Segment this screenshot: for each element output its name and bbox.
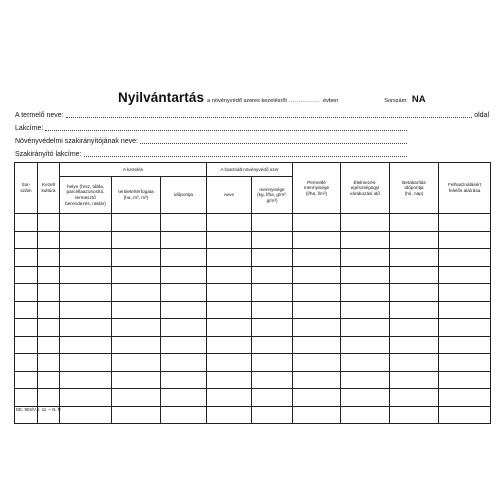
header-crop: Kezelt kultúra	[38, 163, 60, 214]
table-cell[interactable]	[439, 389, 491, 407]
table-cell[interactable]	[15, 371, 38, 389]
table-cell[interactable]	[390, 336, 439, 354]
table-cell[interactable]	[390, 266, 439, 284]
table-row	[15, 371, 491, 389]
table-cell[interactable]	[252, 231, 293, 249]
table-cell[interactable]	[252, 336, 293, 354]
table-cell[interactable]	[341, 319, 390, 337]
header-line	[118, 90, 498, 110]
table-cell[interactable]	[15, 301, 38, 319]
table-cell[interactable]	[252, 319, 293, 337]
table-cell[interactable]	[293, 354, 341, 372]
header-location: helye (hrsz, tábla, parcellaazonosító, termesztő berendezés, raktár)	[60, 177, 112, 214]
table-cell[interactable]	[341, 214, 390, 232]
header-serial: Sor- szám	[15, 163, 38, 214]
page-suffix: oldal	[474, 112, 489, 119]
table-cell[interactable]	[293, 214, 341, 232]
table-row	[15, 284, 491, 302]
table-cell[interactable]	[38, 214, 60, 232]
table-cell[interactable]	[439, 249, 491, 267]
table-cell[interactable]	[341, 266, 390, 284]
table-cell[interactable]	[112, 266, 161, 284]
table-cell[interactable]	[15, 319, 38, 337]
table-cell[interactable]	[293, 319, 341, 337]
table-cell[interactable]	[161, 249, 207, 267]
table-cell[interactable]	[439, 336, 491, 354]
table-cell[interactable]	[38, 284, 60, 302]
table-cell[interactable]	[15, 354, 38, 372]
producer-name-field[interactable]	[15, 110, 489, 119]
header-treatment-group: A kezelés	[60, 163, 207, 177]
table-cell[interactable]	[439, 319, 491, 337]
table-cell[interactable]	[252, 371, 293, 389]
table-cell[interactable]	[252, 389, 293, 407]
table-cell[interactable]	[60, 231, 112, 249]
table-cell[interactable]	[439, 284, 491, 302]
table-cell[interactable]	[390, 406, 439, 424]
table-cell[interactable]	[252, 354, 293, 372]
table-cell[interactable]	[293, 406, 341, 424]
table-cell[interactable]	[161, 231, 207, 249]
table-cell[interactable]	[293, 301, 341, 319]
document-title: Nyilvántartás	[118, 90, 205, 105]
table-cell[interactable]	[341, 406, 390, 424]
table-cell[interactable]	[60, 354, 112, 372]
table-cell[interactable]	[38, 354, 60, 372]
header-waiting-period: Élelmezés- egészségügyi várakozási idő	[341, 163, 390, 214]
table-row	[15, 231, 491, 249]
address-label: Lakcíme:	[15, 125, 44, 132]
table-cell[interactable]	[15, 266, 38, 284]
table-cell[interactable]	[15, 231, 38, 249]
table-cell[interactable]	[161, 336, 207, 354]
table-row	[15, 249, 491, 267]
table-cell[interactable]	[38, 371, 60, 389]
table-cell[interactable]	[252, 214, 293, 232]
table-cell[interactable]	[207, 389, 252, 407]
advisor-name-blank[interactable]	[140, 142, 407, 144]
table-cell[interactable]	[293, 249, 341, 267]
table-cell[interactable]	[390, 284, 439, 302]
table-cell[interactable]	[341, 354, 390, 372]
table-cell[interactable]	[60, 406, 112, 424]
table-cell[interactable]	[207, 301, 252, 319]
table-cell[interactable]	[38, 389, 60, 407]
table-cell[interactable]	[439, 214, 491, 232]
address-field[interactable]	[15, 123, 409, 132]
table-cell[interactable]	[207, 231, 252, 249]
header-area: területe/térfogata (ha, m², m³)	[112, 177, 161, 214]
table-cell[interactable]	[161, 284, 207, 302]
table-cell[interactable]	[112, 249, 161, 267]
table-cell[interactable]	[207, 284, 252, 302]
table-row	[15, 266, 491, 284]
table-cell[interactable]	[390, 354, 439, 372]
table-cell[interactable]	[293, 389, 341, 407]
table-cell[interactable]	[60, 214, 112, 232]
table-cell[interactable]	[112, 406, 161, 424]
table-cell[interactable]	[112, 389, 161, 407]
table-cell[interactable]	[161, 389, 207, 407]
table-cell[interactable]	[390, 371, 439, 389]
header-pesticide-name: neve	[207, 177, 252, 214]
table-cell[interactable]	[207, 319, 252, 337]
table-cell[interactable]	[38, 301, 60, 319]
table-cell[interactable]	[112, 301, 161, 319]
table-cell[interactable]	[252, 249, 293, 267]
form-code: DE. 904/V. r. sz. – N. P.	[16, 407, 62, 412]
table-cell[interactable]	[60, 284, 112, 302]
table-cell[interactable]	[161, 266, 207, 284]
table-cell[interactable]	[161, 406, 207, 424]
header-date: időpontja	[161, 177, 207, 214]
table-cell[interactable]	[161, 214, 207, 232]
table-row	[15, 406, 491, 424]
table-cell[interactable]	[207, 371, 252, 389]
table-cell[interactable]	[60, 336, 112, 354]
table-cell[interactable]	[38, 266, 60, 284]
header-pesticide-amount: mennyisége (kg, l/ha, g/m², g/m³)	[252, 177, 293, 214]
table-cell[interactable]	[293, 336, 341, 354]
table-cell[interactable]	[15, 249, 38, 267]
producer-name-blank[interactable]	[66, 116, 473, 118]
year-suffix: évben	[322, 98, 339, 104]
table-row	[15, 354, 491, 372]
table-cell[interactable]	[207, 266, 252, 284]
table-cell[interactable]	[161, 371, 207, 389]
table-cell[interactable]	[161, 319, 207, 337]
table-row	[15, 389, 491, 407]
table-cell[interactable]	[38, 249, 60, 267]
table-row	[15, 319, 491, 337]
table-cell[interactable]	[390, 319, 439, 337]
table-cell[interactable]	[439, 354, 491, 372]
table-cell[interactable]	[252, 406, 293, 424]
table-cell[interactable]	[390, 214, 439, 232]
table-row	[15, 214, 491, 232]
table-cell[interactable]	[439, 231, 491, 249]
table-cell[interactable]	[15, 389, 38, 407]
advisor-name-label: Növényvédelmi szakirányítójának neve:	[15, 138, 138, 145]
serial-label: Sorszám:	[384, 98, 408, 104]
table-cell[interactable]	[112, 284, 161, 302]
table-cell[interactable]	[60, 371, 112, 389]
table-cell[interactable]	[112, 214, 161, 232]
table-cell[interactable]	[112, 231, 161, 249]
table-cell[interactable]	[161, 354, 207, 372]
table-cell[interactable]	[60, 389, 112, 407]
table-cell[interactable]	[439, 371, 491, 389]
table-cell[interactable]	[341, 284, 390, 302]
table-cell[interactable]	[38, 319, 60, 337]
table-cell[interactable]	[161, 301, 207, 319]
header-spray-volume: Permetlé mennyisége (l/ha, l/m²)	[293, 163, 341, 214]
table-cell[interactable]	[439, 301, 491, 319]
advisor-address-field[interactable]	[15, 149, 409, 158]
table-cell[interactable]	[341, 301, 390, 319]
table-cell[interactable]	[112, 354, 161, 372]
advisor-name-field[interactable]	[15, 136, 409, 145]
table-cell[interactable]	[390, 389, 439, 407]
table-cell[interactable]	[341, 231, 390, 249]
producer-name-label: A termelő neve:	[15, 112, 64, 119]
table-cell[interactable]	[293, 231, 341, 249]
table-cell[interactable]	[293, 371, 341, 389]
table-cell[interactable]	[252, 284, 293, 302]
table-cell[interactable]	[38, 336, 60, 354]
table-cell[interactable]	[207, 249, 252, 267]
table-cell[interactable]	[390, 231, 439, 249]
header-harvest-date: Betakarítás időpontja (hó, nap)	[390, 163, 439, 214]
table-cell[interactable]	[293, 284, 341, 302]
table-cell[interactable]	[60, 301, 112, 319]
header-pesticide-group: A használt növényvédő szer	[207, 163, 293, 177]
serial-value: NA	[411, 94, 426, 105]
table-cell[interactable]	[207, 354, 252, 372]
advisor-address-label: Szakirányító lakcíme:	[15, 151, 82, 158]
table-cell[interactable]	[112, 336, 161, 354]
table-cell[interactable]	[341, 371, 390, 389]
year-blank: ................	[288, 98, 320, 104]
table-cell[interactable]	[207, 406, 252, 424]
table-cell[interactable]	[390, 249, 439, 267]
table-cell[interactable]	[439, 406, 491, 424]
table-row	[15, 301, 491, 319]
table-cell[interactable]	[390, 301, 439, 319]
table-cell[interactable]	[341, 249, 390, 267]
document-subtitle: a növényvédő szeres kezelésről	[207, 98, 287, 104]
table-cell[interactable]	[207, 214, 252, 232]
advisor-address-blank[interactable]	[84, 155, 407, 157]
address-blank[interactable]	[45, 129, 407, 131]
table-cell[interactable]	[341, 389, 390, 407]
table-cell[interactable]	[112, 319, 161, 337]
table-cell[interactable]	[15, 284, 38, 302]
record-table	[14, 162, 491, 424]
table-cell[interactable]	[207, 336, 252, 354]
table-cell[interactable]	[439, 266, 491, 284]
table-row	[15, 336, 491, 354]
table-cell[interactable]	[60, 249, 112, 267]
table-body	[15, 214, 491, 424]
table-cell[interactable]	[112, 371, 161, 389]
table-cell[interactable]	[60, 319, 112, 337]
header-signature: Felhasználásért felelős aláírása	[439, 163, 491, 214]
table-cell[interactable]	[38, 231, 60, 249]
table-cell[interactable]	[293, 266, 341, 284]
table-cell[interactable]	[60, 266, 112, 284]
table-cell[interactable]	[15, 214, 38, 232]
table-cell[interactable]	[15, 336, 38, 354]
table-cell[interactable]	[252, 266, 293, 284]
table-cell[interactable]	[252, 301, 293, 319]
table-cell[interactable]	[341, 336, 390, 354]
